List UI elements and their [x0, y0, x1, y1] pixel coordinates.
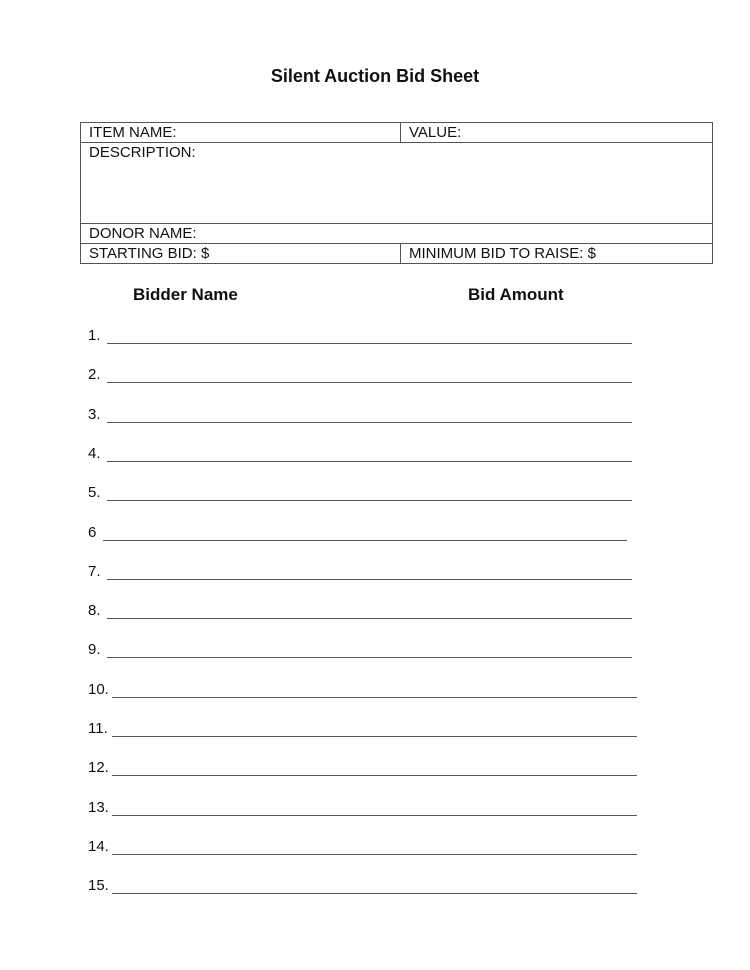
bid-entry-line[interactable]: [112, 893, 637, 894]
item-name-field[interactable]: ITEM NAME:: [81, 123, 401, 143]
bid-entry-line[interactable]: [107, 579, 632, 580]
bid-entry-line[interactable]: [112, 697, 637, 698]
bid-entry-line[interactable]: [107, 382, 632, 383]
bid-row-number: 13.: [88, 798, 109, 816]
bid-entry-line[interactable]: [112, 775, 637, 776]
description-field[interactable]: DESCRIPTION:: [81, 143, 713, 224]
bid-row-number: 15.: [88, 877, 109, 895]
bid-entry-line[interactable]: [107, 618, 632, 619]
bid-entry-line[interactable]: [112, 736, 637, 737]
bid-row-number: 9.: [88, 641, 101, 659]
bid-row-number: 3.: [88, 405, 101, 423]
bid-row-number: 5.: [88, 484, 101, 502]
bid-row-number: 8.: [88, 602, 101, 620]
bid-row-number: 12.: [88, 759, 109, 777]
bid-entry-line[interactable]: [112, 854, 637, 855]
bidder-name-header: Bidder Name: [133, 285, 238, 304]
bid-entry-line[interactable]: [107, 461, 632, 462]
page-title: Silent Auction Bid Sheet: [270, 66, 480, 86]
bid-row-number: 4.: [88, 444, 101, 462]
value-field[interactable]: VALUE:: [401, 123, 713, 143]
bid-amount-header: Bid Amount: [468, 285, 564, 304]
bid-row-number: 10.: [88, 680, 109, 698]
minimum-bid-field[interactable]: MINIMUM BID TO RAISE: $: [401, 244, 713, 264]
bid-row-number: 6: [88, 523, 97, 541]
bid-entry-line[interactable]: [107, 500, 632, 501]
bid-entry-line[interactable]: [107, 657, 632, 658]
bid-entry-line[interactable]: [112, 815, 637, 816]
bid-entry-line[interactable]: [107, 343, 632, 344]
bid-row-number: 7.: [88, 562, 101, 580]
bid-row-number: 14.: [88, 837, 109, 855]
bid-row-number: 1.: [88, 327, 101, 344]
bid-entry-line[interactable]: [107, 422, 632, 423]
item-info-table: [80, 122, 713, 264]
bid-row-number: 2.: [88, 366, 101, 384]
bid-entry-line[interactable]: [103, 540, 627, 541]
starting-bid-field[interactable]: STARTING BID: $: [81, 244, 401, 264]
bid-row-number: 11.: [88, 720, 108, 737]
donor-name-field[interactable]: DONOR NAME:: [81, 224, 713, 244]
